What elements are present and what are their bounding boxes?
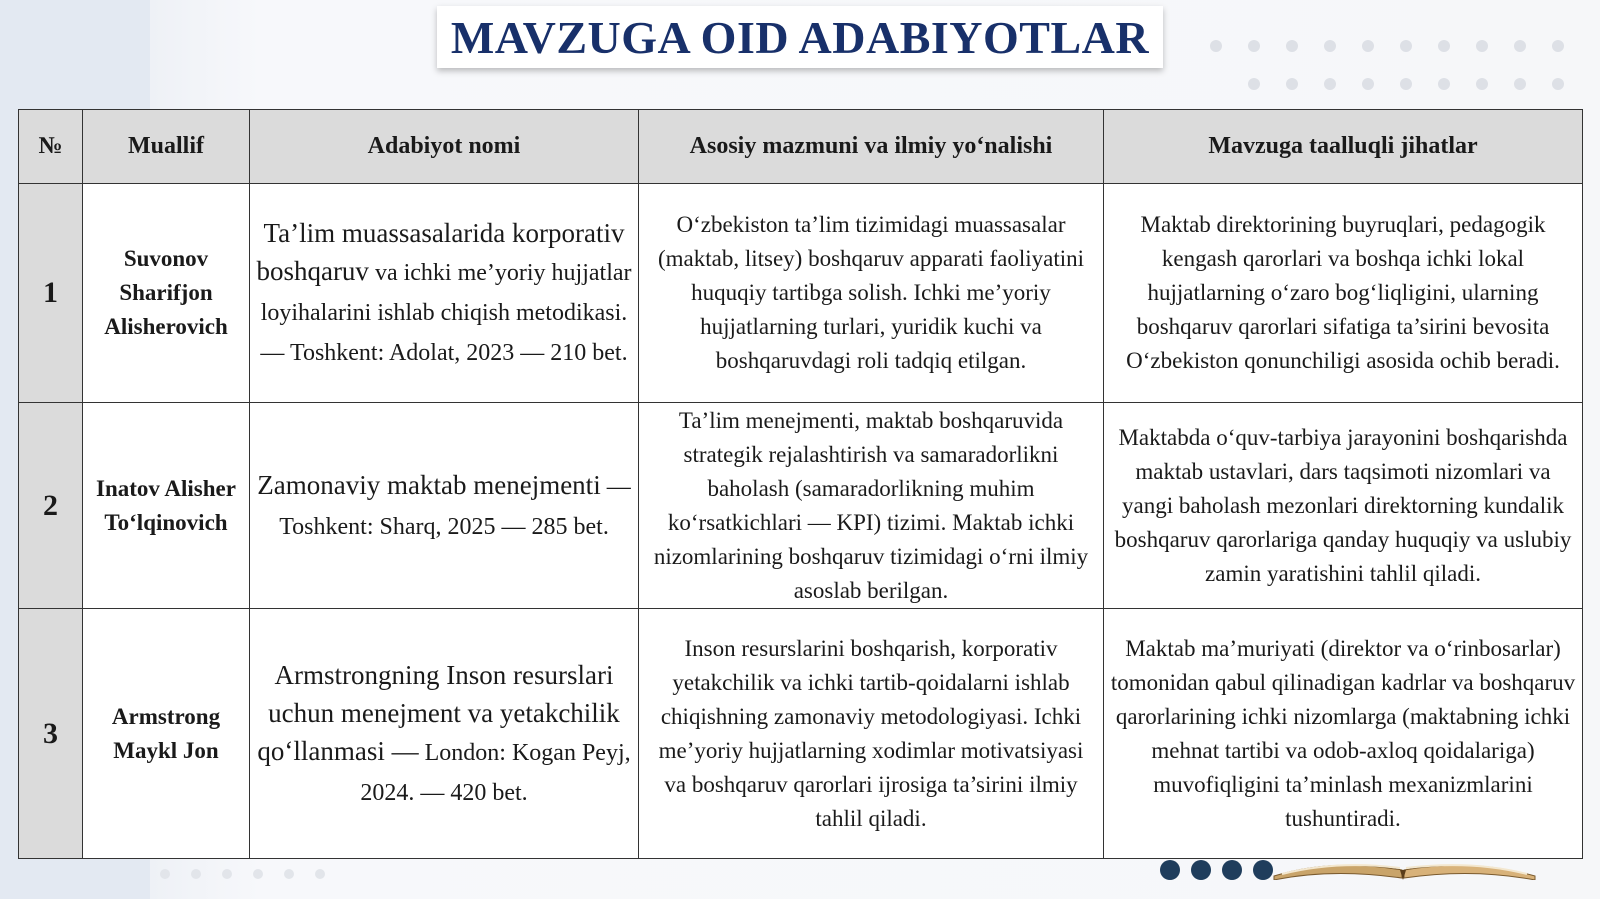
content-cell: Inson resurslarini boshqarish, korporativ yetakchilik va ichki tartib-qoidalarni ishlab chiqishning zamonaviy metodologiyasi. Ichki me’yoriy hujjatlarning xodimlar motivatsiyasi va boshqaruv qarorlari ijrosiga ta’sirini ilmiy tahlil qiladi. — [639, 609, 1104, 859]
header-content: Asosiy mazmuni va ilmiy yo‘nalishi — [639, 110, 1104, 184]
row-number: 2 — [19, 403, 83, 609]
pager-dot — [1222, 860, 1242, 880]
header-title: Adabiyot nomi — [250, 110, 639, 184]
pager-dot — [1253, 860, 1273, 880]
table-row — [19, 184, 1583, 403]
table-row — [19, 403, 1583, 609]
literature-details: London: Kogan Peyj, 2024. — 420 bet. — [360, 739, 631, 806]
relevance-cell: Maktab ma’muriyati (direktor va o‘rinbosarlar) tomonidan qabul qilinadigan kadrlar va boshqaruv qarorlarining ichki nizomlarga (maktabning ichki mehnat tartibi va odob-axloq qoidalariga) muvofiqligini ta’minlash mexanizmlarini tushuntiradi. — [1104, 609, 1583, 859]
header-relevance: Mavzuga taalluqli jihatlar — [1104, 110, 1583, 184]
row-number: 3 — [19, 609, 83, 859]
relevance-cell: Maktab direktorining buyruqlari, pedagogik kengash qarorlari va boshqa ichki lokal hujjatlarning o‘zaro bog‘liqligini, ularning boshqaruv qarorlari sifatiga ta’sirini bevosita O‘zbekiston qonunchiligi asosida ochib beradi. — [1104, 184, 1583, 403]
pager-dot — [1160, 860, 1180, 880]
author-cell: Inatov Alisher To‘lqinovich — [83, 403, 250, 609]
decorative-dot — [1324, 78, 1336, 90]
relevance-cell: Maktabda o‘quv-tarbiya jarayonini boshqarishda maktab ustavlari, dars taqsimoti nizomlari va yangi baholash mezonlari direktorning kundalik boshqaruv qarorlariga qanday huquqiy va uslubiy zamin yaratishini tahlil qiladi. — [1104, 403, 1583, 609]
literature-cell — [250, 609, 639, 859]
decorative-dot — [1476, 40, 1488, 52]
row-number: 1 — [19, 184, 83, 403]
decorative-dot — [1210, 40, 1222, 52]
table-row — [19, 609, 1583, 859]
decorative-dot — [1362, 40, 1374, 52]
title-box — [437, 6, 1163, 68]
literature-details: va ichki me’yoriy hujjatlar loyihalarini ishlab chiqish metodikasi. — Toshkent: Adolat, 2023 — 210 bet. — [260, 260, 632, 366]
decorative-dot — [1362, 78, 1374, 90]
literature-details: — Toshkent: Sharq, 2025 — 285 bet. — [279, 473, 631, 540]
author-cell: Armstrong Maykl Jon — [83, 609, 250, 859]
decorative-dot — [1248, 40, 1260, 52]
decorative-dot — [1400, 40, 1412, 52]
decorative-dot-grid — [1210, 40, 1590, 100]
decorative-dot — [1552, 78, 1564, 90]
decorative-dot — [1476, 78, 1488, 90]
literature-cell — [250, 403, 639, 609]
decorative-dot — [1514, 78, 1526, 90]
literature-cell — [250, 184, 639, 403]
decorative-dot — [1286, 40, 1298, 52]
pager-dots — [1160, 860, 1284, 885]
author-cell: Suvonov Sharifjon Alisherovich — [83, 184, 250, 403]
decorative-dot — [1514, 40, 1526, 52]
literature-title: Zamonaviy maktab menejmenti — [257, 469, 601, 500]
decorative-dot — [1438, 78, 1450, 90]
content-cell: O‘zbekiston ta’lim tizimidagi muassasalar (maktab, litsey) boshqaruv apparati faoliyatini huquqiy tartibga solish. Ichki me’yoriy hujjatlarning turlari, yuridik kuchi va boshqaruvdagi roli tadqiq etilgan. — [639, 184, 1104, 403]
decorative-dot — [1552, 40, 1564, 52]
header-author: Muallif — [83, 110, 250, 184]
table-header-row — [19, 110, 1583, 184]
decorative-dot-row — [160, 866, 346, 884]
open-book-icon — [1272, 856, 1537, 880]
decorative-dot — [1438, 40, 1450, 52]
decorative-dot — [1248, 78, 1260, 90]
page-title: MAVZUGA OID ADABIYOTLAR — [450, 11, 1150, 63]
decorative-dot — [1400, 78, 1412, 90]
literature-title: Ta’lim muassasalarida korporativ boshqaruv — [256, 218, 625, 286]
decorative-dot — [1324, 40, 1336, 52]
decorative-dot — [1286, 78, 1298, 90]
literature-table — [18, 109, 1583, 859]
pager-dot — [1191, 860, 1211, 880]
content-cell: Ta’lim menejmenti, maktab boshqaruvida strategik rejalashtirish va samaradorlikni baholash (samaradorlikning muhim ko‘rsatkichlari — KPI) tizimi. Maktab ichki nizomlarining boshqaruv tizimidagi o‘rni ilmiy asoslab berilgan. — [639, 403, 1104, 609]
literature-title: Armstrongning Inson resurslari uchun menejment va yetakchilik qo‘llanmasi — — [257, 659, 620, 766]
header-number: № — [19, 110, 83, 184]
